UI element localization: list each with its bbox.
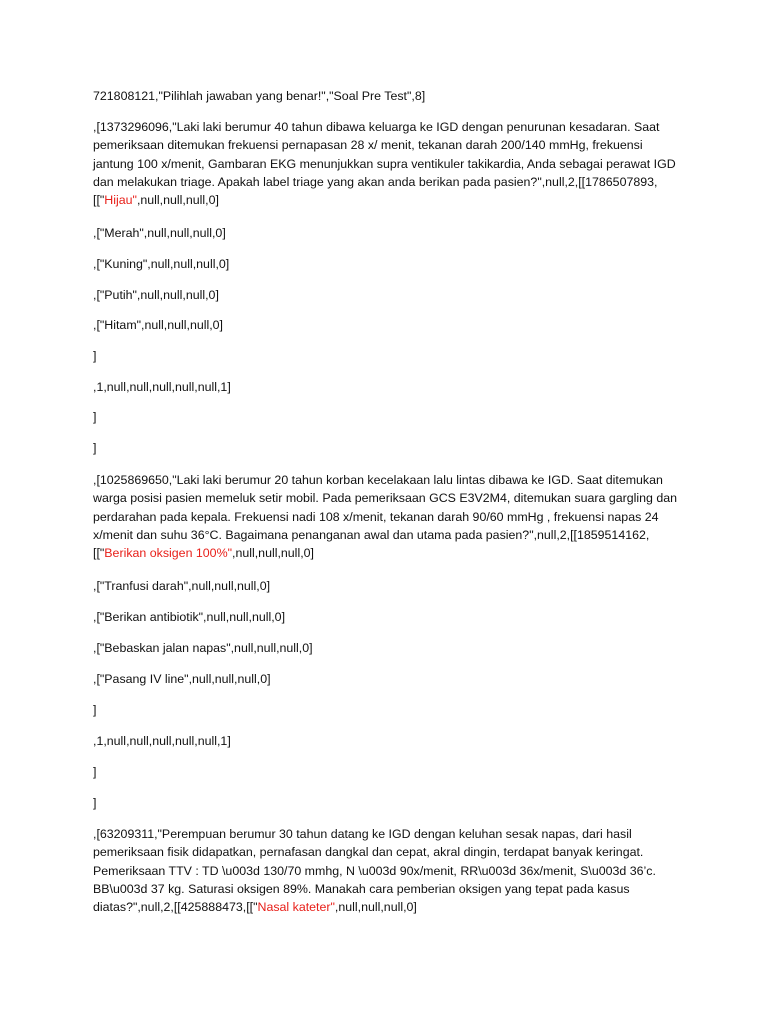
question-2-answer-tail: ,null,null,null,0] <box>232 546 314 561</box>
question-1-option-3: ,["Putih",null,null,null,0] <box>93 288 219 302</box>
question-1-answer-tail: ,null,null,null,0] <box>136 193 219 208</box>
question-1-close-bracket: ] <box>93 349 97 363</box>
question-1-option-2: ,["Kuning",null,null,null,0] <box>93 257 230 271</box>
question-2-tail: ,1,null,null,null,null,null,1] <box>93 734 231 748</box>
question-2-stem: ,[1025869650,"Laki laki berumur 20 tahun korban kecelakaan lalu lintas dibawa ke IGD. Saat ditemukan warga posisi pasien memeluk setir mobil. Pada pemeriksaan GCS E3V2M4, ditemukan suara gargling dan perdarahan pada kepala. Frekuensi nadi 108 x/menit, tekanan darah 90/60 mmHg , frekuensi napas 24 x/menit dan suhu 36°C. Bagaimana penanganan awal dan utama pada pasien?",null,2,[[1859514162,[[" <box>93 473 678 561</box>
question-3-text <box>93 825 683 916</box>
question-3-stem: ,[63209311,"Perempuan berumur 30 tahun datang ke IGD dengan keluhan sesak napas, dari hasil pemeriksaan fisik didapatkan, pernafasan dangkal dan cepat, akral dingin, terdapat banyak keringat. Pemeriksaan TTV : TD \u003d 130/70 mmhg, N \u003d 90x/menit, RR\u003d 36x/menit, S\u003d 36’c. BB\u003d 37 kg. Saturasi oksigen 89%. Manakah cara pemberian oksigen yang tepat pada kasus diatas?",null,2,[[425888473,[[" <box>93 827 656 915</box>
question-2-option-3: ,["Bebaskan jalan napas",null,null,null,0] <box>93 641 313 655</box>
question-1-option-4: ,["Hitam",null,null,null,0] <box>93 318 224 332</box>
question-2-option-1: ,["Tranfusi darah",null,null,null,0] <box>93 579 271 593</box>
question-1-close-bracket-2: ] <box>93 410 97 424</box>
question-1-option-1: ,["Merah",null,null,null,0] <box>93 226 226 240</box>
question-1-stem: ,[1373296096,"Laki laki berumur 40 tahun dibawa keluarga ke IGD dengan penurunan kesadaran. Saat pemeriksaan ditemukan frekuensi pernapasan 28 x/ menit, tekanan darah 200/140 mmHg, frekuensi jantung 100 x/menit, Gambaran EKG menunjukkan supra ventikuler takikardia, Anda sebagai perawat IGD dan melakukan triage. Apakah label triage yang akan anda berikan pada pasien?",null,2,[[1786507893,[[" <box>93 120 676 208</box>
question-2-close-bracket: ] <box>93 703 97 717</box>
question-2-option-2: ,["Berikan antibiotik",null,null,null,0] <box>93 610 286 624</box>
question-3-answer: Nasal kateter" <box>257 900 335 915</box>
doc-header-line: 721808121,"Pilihlah jawaban yang benar!","Soal Pre Test",8] <box>93 89 426 103</box>
question-3-answer-tail: ,null,null,null,0] <box>334 900 417 915</box>
question-1-answer: Hijau" <box>104 193 137 208</box>
question-1-text <box>93 118 683 209</box>
question-2-option-4: ,["Pasang IV line",null,null,null,0] <box>93 672 271 686</box>
question-2-close-bracket-2: ] <box>93 765 97 779</box>
question-2-close-bracket-3: ] <box>93 796 97 810</box>
question-2-text <box>93 471 683 562</box>
question-1-tail: ,1,null,null,null,null,null,1] <box>93 380 231 394</box>
question-1-close-bracket-3: ] <box>93 441 97 455</box>
question-2-answer: Berikan oksigen 100%" <box>104 546 232 561</box>
